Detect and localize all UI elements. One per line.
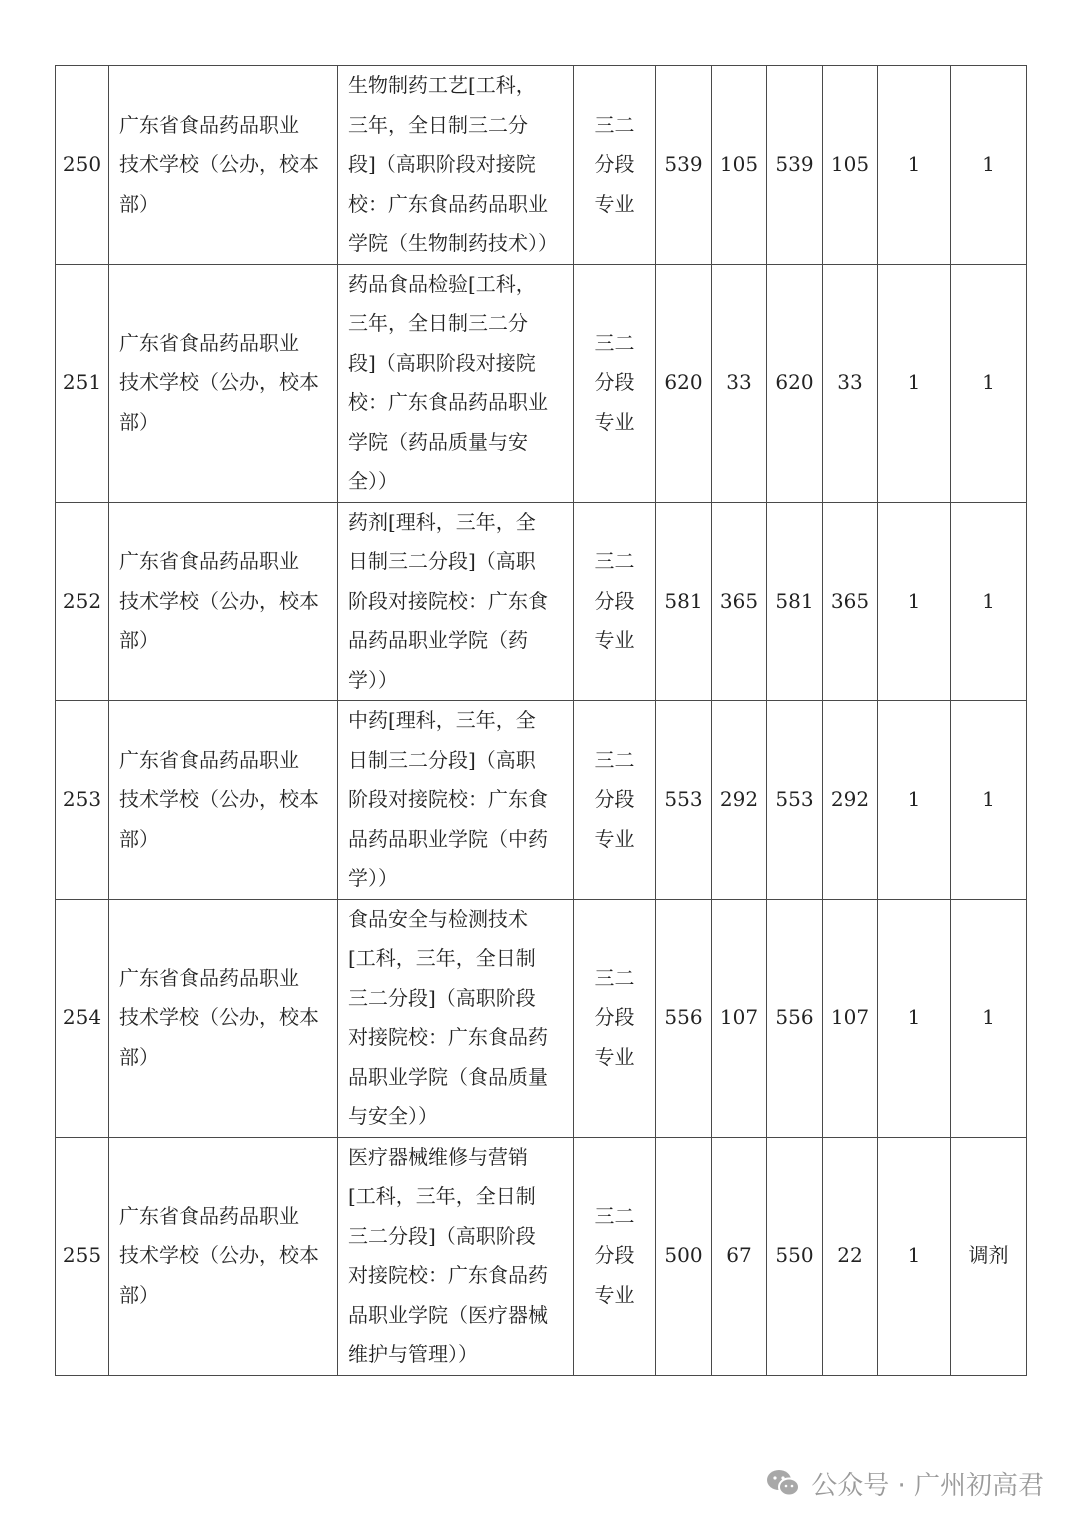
cell-v5: 1 — [878, 701, 951, 900]
cell-school — [109, 899, 338, 1137]
cell-v4: 292 — [823, 701, 878, 900]
table-row — [56, 502, 1027, 701]
cell-major-line: 阶段对接院校：广东食 — [348, 787, 548, 811]
cell-school — [109, 502, 338, 701]
cell-type-line: 三二 — [594, 112, 635, 137]
cell-major-line: 中药[理科，三年，全 — [348, 708, 536, 732]
cell-school-line: 部） — [119, 628, 159, 652]
cell-major-line: 校：广东食品药品职业 — [348, 390, 548, 414]
cell-type-line: 分段 — [594, 370, 635, 395]
cell-v4: 365 — [823, 502, 878, 701]
cell-school-line: 技术学校（公办，校本 — [119, 787, 319, 811]
cell-v3: 581 — [767, 502, 823, 701]
cell-major-line: [工科，三年，全日制 — [348, 946, 536, 970]
table-row — [56, 899, 1027, 1137]
cell-major — [338, 1137, 574, 1375]
cell-v5: 1 — [878, 264, 951, 502]
cell-school-line: 部） — [119, 1282, 159, 1307]
cell-major-line: 三二分段]（高职阶段 — [348, 985, 536, 1010]
cell-major-line: 品职业学院（医疗器械 — [348, 1302, 548, 1327]
watermark — [765, 1463, 1044, 1503]
cell-school-line: 广东省食品药品职业 — [119, 965, 299, 990]
cell-type-line: 专业 — [594, 1282, 635, 1307]
cell-type — [574, 66, 656, 265]
cell-school-line: 广东省食品药品职业 — [119, 330, 299, 355]
cell-type-line: 专业 — [594, 628, 635, 652]
cell-type — [574, 502, 656, 701]
wechat-icon — [765, 1468, 801, 1498]
cell-major-line: 学院（生物制药技术）） — [348, 231, 558, 255]
cell-v6: 调剂 — [951, 1137, 1027, 1375]
cell-v2: 107 — [712, 899, 767, 1137]
watermark-text: 公众号 · 广州初高君 — [811, 1470, 1044, 1501]
cell-school-line: 技术学校（公办，校本 — [119, 1005, 319, 1030]
cell-major-line: 与安全）） — [348, 1104, 438, 1128]
cell-major-line: 三年，全日制三二分 — [348, 311, 528, 335]
cell-school-line: 部） — [119, 409, 159, 434]
cell-type-line: 三二 — [594, 965, 635, 990]
cell-major-line: 校：广东食品药品职业 — [348, 191, 548, 216]
cell-v5: 1 — [878, 66, 951, 265]
cell-v2: 365 — [712, 502, 767, 701]
cell-v1: 539 — [656, 66, 712, 265]
cell-major-line: 食品安全与检测技术 — [348, 906, 528, 931]
cell-v3: 553 — [767, 701, 823, 900]
cell-major-line: 三二分段]（高职阶段 — [348, 1223, 536, 1248]
cell-school-line: 技术学校（公办，校本 — [119, 152, 319, 176]
cell-v6: 1 — [951, 66, 1027, 265]
cell-major — [338, 899, 574, 1137]
cell-type-line: 专业 — [594, 1044, 635, 1069]
cell-school-line: 部） — [119, 1044, 159, 1069]
cell-major-line: 日制三二分段]（高职 — [348, 747, 536, 772]
cell-major-line: 三年，全日制三二分 — [348, 112, 528, 137]
cell-v2: 33 — [712, 264, 767, 502]
cell-type — [574, 899, 656, 1137]
cell-v4: 22 — [823, 1137, 878, 1375]
cell-type — [574, 1137, 656, 1375]
table-row — [56, 66, 1027, 265]
cell-major-line: 品药品职业学院（中药 — [348, 826, 548, 851]
cell-major-line: 对接院校：广东食品药 — [348, 1025, 548, 1049]
cell-v2: 292 — [712, 701, 767, 900]
cell-major-line: 段]（高职阶段对接院 — [348, 152, 536, 176]
cell-major-line: 品药品职业学院（药 — [348, 628, 528, 652]
cell-v3: 550 — [767, 1137, 823, 1375]
cell-major-line: [工科，三年，全日制 — [348, 1184, 536, 1208]
cell-v4: 105 — [823, 66, 878, 265]
cell-number: 250 — [56, 66, 109, 265]
cell-number: 254 — [56, 899, 109, 1137]
cell-school — [109, 66, 338, 265]
cell-major-line: 全）） — [348, 469, 398, 493]
cell-type-line: 分段 — [594, 1005, 635, 1030]
cell-major — [338, 264, 574, 502]
cell-type-line: 分段 — [594, 787, 635, 811]
cell-type-line: 分段 — [594, 152, 635, 176]
table-row — [56, 264, 1027, 502]
cell-v2: 67 — [712, 1137, 767, 1375]
cell-v6: 1 — [951, 502, 1027, 701]
cell-v1: 500 — [656, 1137, 712, 1375]
cell-school — [109, 701, 338, 900]
cell-type-line: 专业 — [594, 191, 635, 216]
table-body — [56, 66, 1027, 1376]
cell-type-line: 分段 — [594, 588, 635, 613]
cell-major-line: 医疗器械维修与营销 — [348, 1144, 528, 1169]
cell-v2: 105 — [712, 66, 767, 265]
cell-type-line: 分段 — [594, 1243, 635, 1268]
cell-school-line: 部） — [119, 826, 159, 851]
cell-v6: 1 — [951, 264, 1027, 502]
cell-school — [109, 264, 338, 502]
cell-type-line: 三二 — [594, 747, 635, 772]
cell-major-line: 日制三二分段]（高职 — [348, 549, 536, 573]
cell-number: 252 — [56, 502, 109, 701]
cell-major-line: 药剂[理科，三年，全 — [348, 509, 536, 534]
cell-number: 255 — [56, 1137, 109, 1375]
cell-school-line: 广东省食品药品职业 — [119, 112, 299, 137]
cell-number: 253 — [56, 701, 109, 900]
cell-major — [338, 701, 574, 900]
cell-v4: 107 — [823, 899, 878, 1137]
cell-v3: 620 — [767, 264, 823, 502]
cell-school-line: 技术学校（公办，校本 — [119, 370, 319, 395]
cell-major-line: 阶段对接院校：广东食 — [348, 588, 548, 613]
cell-type-line: 三二 — [594, 330, 635, 355]
cell-type-line: 三二 — [594, 549, 635, 573]
table-row — [56, 1137, 1027, 1375]
cell-school-line: 技术学校（公办，校本 — [119, 1243, 319, 1268]
cell-major-line: 学）） — [348, 667, 398, 692]
cell-v4: 33 — [823, 264, 878, 502]
cell-major-line: 品职业学院（食品质量 — [348, 1064, 548, 1089]
cell-major — [338, 502, 574, 701]
cell-v6: 1 — [951, 899, 1027, 1137]
cell-v5: 1 — [878, 899, 951, 1137]
cell-v6: 1 — [951, 701, 1027, 900]
cell-number: 251 — [56, 264, 109, 502]
cell-school-line: 技术学校（公办，校本 — [119, 588, 319, 613]
cell-major-line: 药品食品检验[工科， — [348, 271, 536, 296]
cell-school-line: 广东省食品药品职业 — [119, 747, 299, 772]
cell-v1: 620 — [656, 264, 712, 502]
cell-major-line: 段]（高职阶段对接院 — [348, 350, 536, 375]
cell-type-line: 专业 — [594, 409, 635, 434]
cell-v5: 1 — [878, 1137, 951, 1375]
cell-school-line: 部） — [119, 191, 159, 216]
cell-v1: 581 — [656, 502, 712, 701]
cell-school-line: 广东省食品药品职业 — [119, 1203, 299, 1228]
cell-v5: 1 — [878, 502, 951, 701]
cell-type — [574, 701, 656, 900]
cell-type-line: 三二 — [594, 1203, 635, 1228]
cell-major-line: 学院（药品质量与安 — [348, 429, 528, 454]
cell-major-line: 维护与管理）） — [348, 1342, 478, 1366]
cell-school — [109, 1137, 338, 1375]
cell-school-line: 广东省食品药品职业 — [119, 549, 299, 573]
admissions-table — [55, 65, 1027, 1376]
cell-v1: 556 — [656, 899, 712, 1137]
cell-major — [338, 66, 574, 265]
cell-v3: 556 — [767, 899, 823, 1137]
cell-type — [574, 264, 656, 502]
cell-type-line: 专业 — [594, 826, 635, 851]
cell-v3: 539 — [767, 66, 823, 265]
cell-major-line: 生物制药工艺[工科， — [348, 73, 536, 97]
table-row — [56, 701, 1027, 900]
cell-v1: 553 — [656, 701, 712, 900]
cell-major-line: 学）） — [348, 866, 398, 890]
cell-major-line: 对接院校：广东食品药 — [348, 1263, 548, 1287]
